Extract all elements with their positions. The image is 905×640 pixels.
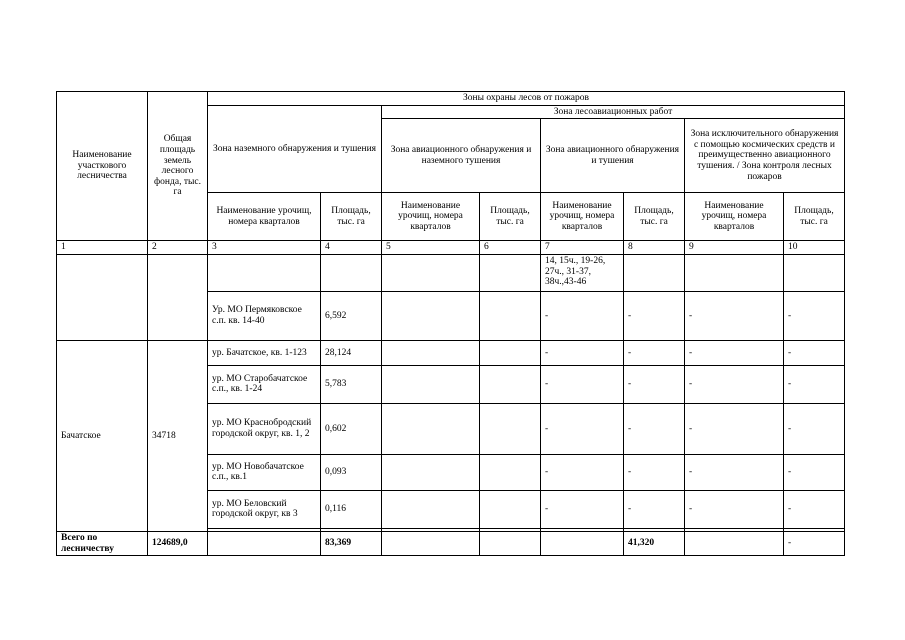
cell-tract-name: ур. МО Старобачатское с.п., кв. 1-24 — [208, 365, 321, 403]
header-air-ground-zone: Зона авиационного обнаружения и наземного тушения — [382, 119, 541, 193]
cell-dash: - — [624, 454, 685, 490]
cell-dash: - — [541, 454, 624, 490]
cell-area: 0,602 — [321, 403, 382, 454]
cell-dash: - — [624, 403, 685, 454]
cell-dash: - — [784, 365, 845, 403]
header-ground-zone: Зона наземного обнаружения и тушения — [208, 105, 382, 193]
col-number: 3 — [208, 241, 321, 255]
total-ground-area: 83,369 — [321, 531, 382, 555]
col-number: 10 — [784, 241, 845, 255]
cell-dash: - — [624, 291, 685, 340]
cell-tract-name: Ур. МО Пермяковское с.п. кв. 14-40 — [208, 291, 321, 340]
header-fire-zones: Зоны охраны лесов от пожаров — [208, 92, 845, 106]
cell-area: 0,116 — [321, 490, 382, 528]
col-number: 2 — [148, 241, 208, 255]
cell-dash: - — [541, 403, 624, 454]
cell-tract-name: ур. МО Краснобродский городской округ, кв. 1, 2 — [208, 403, 321, 454]
col-number: 5 — [382, 241, 480, 255]
cell-tract-name: ур. МО Новобачатское с.п., кв.1 — [208, 454, 321, 490]
cell-quarters: 14, 15ч., 19-26, 27ч., 31-37, 38ч.,43-46 — [541, 254, 624, 291]
header-district: Наименование участкового лесничества — [57, 92, 148, 241]
header-space-zone: Зона исключительного обнаружения с помощью космических средств и преимущественно авиационного тушения. / Зона контроля лесных пожаров — [685, 119, 845, 193]
district-area: 34718 — [148, 340, 208, 531]
subheader-name-5: Наименование урочищ, номера кварталов — [382, 193, 480, 241]
col-number: 8 — [624, 241, 685, 255]
subheader-area-10: Площадь, тыс. га — [784, 193, 845, 241]
cell-dash: - — [624, 365, 685, 403]
cell-dash: - — [541, 490, 624, 528]
total-area: 124689,0 — [148, 531, 208, 555]
subheader-area-6: Площадь, тыс. га — [480, 193, 541, 241]
table-row — [57, 254, 845, 291]
total-air-area: 41,320 — [624, 531, 685, 555]
cell-area: 6,592 — [321, 291, 382, 340]
cell-tract-name: ур. МО Беловский городской округ, кв 3 — [208, 490, 321, 528]
col-number: 4 — [321, 241, 382, 255]
col-number: 6 — [480, 241, 541, 255]
cell-area: 5,783 — [321, 365, 382, 403]
cell-dash: - — [685, 454, 784, 490]
subheader-name-9: Наименование урочищ, номера кварталов — [685, 193, 784, 241]
cell-dash: - — [541, 340, 624, 365]
subheader-name-3: Наименование урочищ, номера кварталов — [208, 193, 321, 241]
cell-dash: - — [784, 490, 845, 528]
header-total-area: Общая площадь земель лесного фонда, тыс. га — [148, 92, 208, 241]
table-row — [57, 340, 845, 365]
district-name: Бачатское — [57, 340, 148, 531]
cell-area: 0,093 — [321, 454, 382, 490]
cell-dash: - — [685, 291, 784, 340]
cell-dash: - — [685, 403, 784, 454]
total-space-area: - — [784, 531, 845, 555]
subheader-area-4: Площадь, тыс. га — [321, 193, 382, 241]
cell-dash: - — [784, 340, 845, 365]
header-aviation-zone: Зона лесоавиационных работ — [382, 105, 845, 119]
cell-dash: - — [685, 340, 784, 365]
col-number: 9 — [685, 241, 784, 255]
subheader-name-7: Наименование урочищ, номера кварталов — [541, 193, 624, 241]
header-air-zone: Зона авиационного обнаружения и тушения — [541, 119, 685, 193]
cell-dash: - — [541, 365, 624, 403]
cell-dash: - — [784, 454, 845, 490]
forest-fire-zones-table — [56, 91, 845, 556]
cell-area: 28,124 — [321, 340, 382, 365]
cell-dash: - — [784, 403, 845, 454]
total-label: Всего по лесничеству — [57, 531, 148, 555]
cell-dash: - — [784, 291, 845, 340]
cell-dash: - — [624, 340, 685, 365]
cell-dash: - — [685, 365, 784, 403]
col-number: 7 — [541, 241, 624, 255]
cell-dash: - — [685, 490, 784, 528]
cell-tract-name: ур. Бачатское, кв. 1-123 — [208, 340, 321, 365]
cell-dash: - — [541, 291, 624, 340]
subheader-area-8: Площадь, тыс. га — [624, 193, 685, 241]
total-row — [57, 531, 845, 555]
col-number: 1 — [57, 241, 148, 255]
cell-dash: - — [624, 490, 685, 528]
